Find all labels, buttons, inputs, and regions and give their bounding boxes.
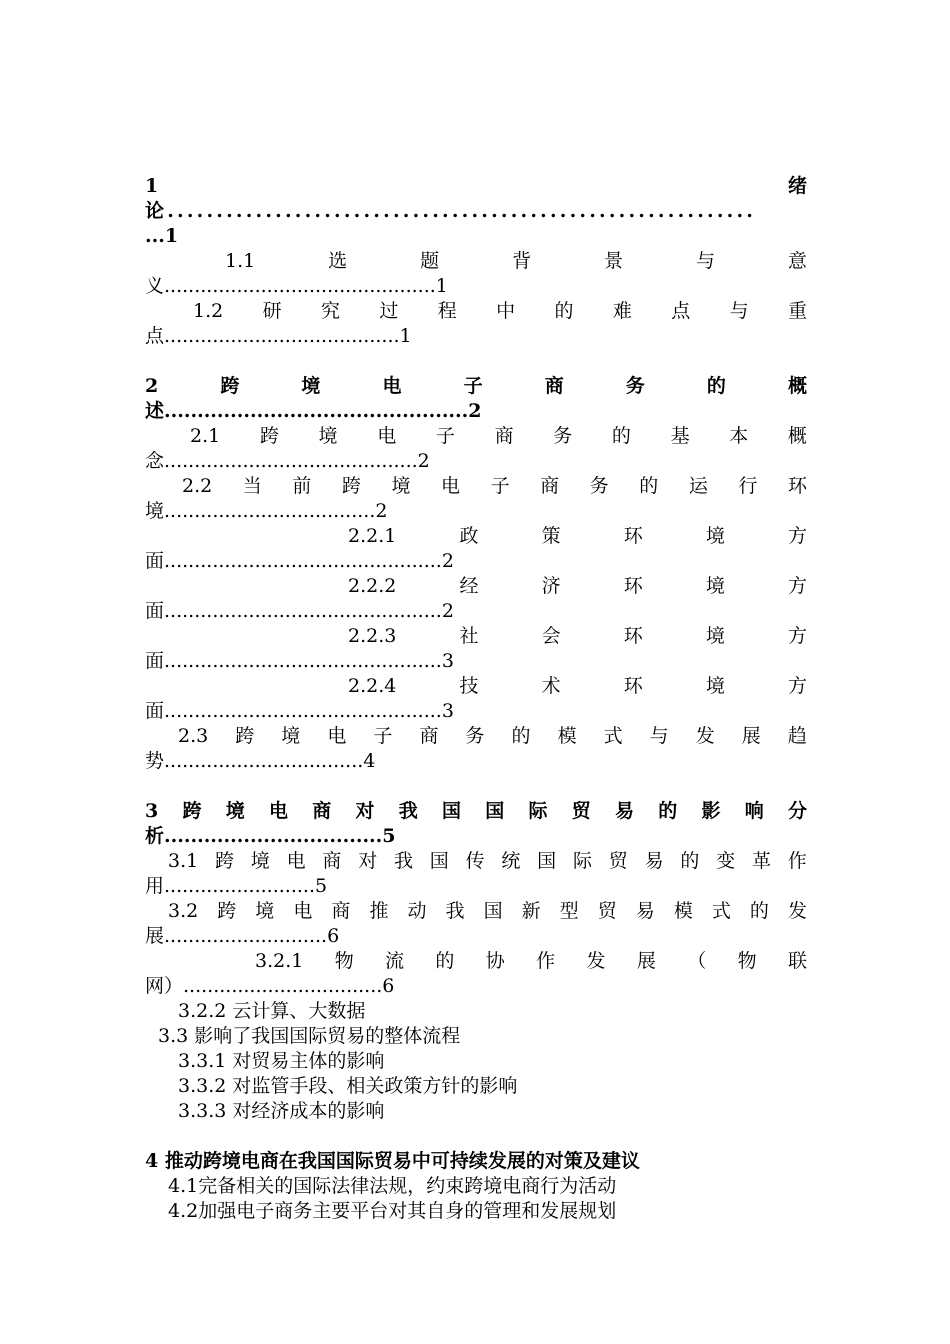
toc-section-3-1-line-1 [168, 849, 807, 874]
toc-token: 境 [225, 800, 245, 822]
toc-token: 商 [544, 375, 564, 397]
toc-token: 基 [670, 425, 690, 447]
toc-token: 商 [322, 850, 342, 872]
toc-token: 当 [242, 475, 262, 497]
toc-token: 际 [528, 800, 548, 822]
toc-token: 电 [327, 725, 347, 747]
toc-token: 商 [419, 725, 439, 747]
toc-chapter-1-line-1 [145, 174, 807, 199]
toc-chapter-4: 4 推动跨境电商在我国国际贸易中可持续发展的对策及建议 [145, 1150, 640, 1172]
toc-token: 跨 [235, 725, 255, 747]
toc-token: 贸 [571, 800, 591, 822]
toc-chapter-2-line-1 [145, 374, 807, 399]
toc-token: 对 [358, 850, 378, 872]
toc-token: 商 [312, 800, 332, 822]
toc-token: 推 [369, 900, 389, 922]
toc-token: 协 [485, 950, 505, 972]
toc-token: 究 [320, 300, 340, 322]
toc-section-3-2-line-2: 展...........................6 [145, 925, 340, 947]
toc-token: 境 [705, 525, 725, 547]
toc-section-2-1-line-2: 念..........................................2 [145, 450, 430, 472]
toc-section-4-1: 4.1完备相关的国际法律法规，约束跨境电商行为活动 [168, 1175, 617, 1197]
toc-token: 国 [485, 800, 505, 822]
toc-token: 趋 [787, 725, 807, 747]
toc-section-2-2-1-line-1 [348, 524, 807, 549]
toc-token: 的 [611, 425, 631, 447]
toc-token: 跨 [259, 425, 279, 447]
toc-section-1-2-line-2: 点.......................................1 [145, 325, 412, 347]
toc-token: 电 [382, 375, 402, 397]
toc-token: 易 [644, 850, 664, 872]
toc-token: 发 [695, 725, 715, 747]
toc-token: 与 [649, 725, 669, 747]
toc-token: 2.2 [182, 475, 213, 497]
toc-token: 环 [787, 475, 807, 497]
toc-token: 子 [373, 725, 393, 747]
toc-token: 方 [787, 675, 807, 697]
toc-section-2-2-2-line-2: 面..............................................2 [145, 600, 454, 622]
toc-section-3-2-1-line-1 [255, 949, 807, 974]
toc-section-2-2-4-line-1 [348, 674, 807, 699]
toc-token: 境 [705, 575, 725, 597]
toc-token: 流 [385, 950, 405, 972]
toc-token: 贸 [608, 850, 628, 872]
toc-token: 发 [586, 950, 606, 972]
toc-token: 跨 [341, 475, 361, 497]
toc-section-4-2: 4.2加强电子商务主要平台对其自身的管理和发展规划 [168, 1200, 617, 1222]
toc-token: 概 [787, 425, 807, 447]
toc-token: 方 [787, 625, 807, 647]
toc-token: 的 [749, 900, 769, 922]
toc-section-2-2-3-line-1 [348, 624, 807, 649]
toc-token: 过 [379, 300, 399, 322]
toc-token: 3.1 [168, 850, 199, 872]
toc-section-2-3-line-1 [178, 724, 807, 749]
toc-section-2-2-2-line-1 [348, 574, 807, 599]
toc-token: 2.2.4 [348, 675, 397, 697]
toc-section-2-2-line-1 [182, 474, 807, 499]
toc-section-2-1-line-1 [190, 424, 807, 449]
toc-token: 革 [751, 850, 771, 872]
toc-token: 我 [398, 800, 418, 822]
toc-token: 境 [255, 900, 275, 922]
toc-token: 电 [293, 900, 313, 922]
toc-token: 政 [459, 525, 479, 547]
toc-token: 选 [328, 250, 348, 272]
toc-section-1-1-line-1 [225, 249, 807, 274]
toc-token: 2.2.2 [348, 575, 397, 597]
toc-token: 术 [541, 675, 561, 697]
toc-token: 济 [541, 575, 561, 597]
toc-token: 贸 [597, 900, 617, 922]
toc-token: 际 [572, 850, 592, 872]
toc-token: 会 [541, 625, 561, 647]
toc-token: 2.3 [178, 725, 209, 747]
toc-token: 重 [787, 300, 807, 322]
toc-token: 境 [318, 425, 338, 447]
toc-token: 概 [787, 375, 807, 397]
toc-token: 分 [787, 800, 807, 822]
toc-token: 动 [407, 900, 427, 922]
toc-token: 中 [496, 300, 516, 322]
toc-token: 电 [286, 850, 306, 872]
toc-token: 1.2 [193, 300, 224, 322]
toc-token: 1 [145, 175, 159, 197]
toc-token: 运 [688, 475, 708, 497]
toc-token: 我 [393, 850, 413, 872]
toc-token: 题 [420, 250, 440, 272]
toc-token: 式 [603, 725, 623, 747]
toc-token: 技 [459, 675, 479, 697]
toc-token: 对 [355, 800, 375, 822]
toc-token: 商 [540, 475, 560, 497]
toc-token: 的 [435, 950, 455, 972]
toc-token: 务 [625, 375, 645, 397]
toc-section-3-3-2: 3.3.2 对监管手段、相关政策方针的影响 [178, 1075, 518, 1097]
toc-chapter-2-line-2: 述..............................................2 [145, 400, 482, 422]
toc-token: 国 [537, 850, 557, 872]
toc-token: 行 [738, 475, 758, 497]
toc-token: 难 [612, 300, 632, 322]
toc-token: 境 [705, 625, 725, 647]
toc-token: 变 [716, 850, 736, 872]
toc-section-2-3-line-2: 势.................................4 [145, 750, 376, 772]
toc-token: 电 [268, 800, 288, 822]
toc-section-3-1-line-2: 用.........................5 [145, 875, 328, 897]
toc-token: 国 [483, 900, 503, 922]
toc-section-3-2-line-1 [168, 899, 807, 924]
toc-token: 的 [554, 300, 574, 322]
toc-token: 发 [787, 900, 807, 922]
toc-token: 3 [145, 800, 159, 822]
toc-token: 意 [787, 250, 807, 272]
toc-token: 子 [463, 375, 483, 397]
toc-token: 跨 [215, 850, 235, 872]
toc-token: 景 [604, 250, 624, 272]
toc-section-3-2-2: 3.2.2 云计算、大数据 [178, 1000, 366, 1022]
toc-section-1-1-line-2: 义.............................................1 [145, 275, 448, 297]
toc-token: 的 [706, 375, 726, 397]
toc-token: 本 [729, 425, 749, 447]
toc-token: 传 [465, 850, 485, 872]
toc-token: 方 [787, 575, 807, 597]
toc-section-2-2-3-line-2: 面..............................................3 [145, 650, 454, 672]
toc-token: 统 [501, 850, 521, 872]
toc-token: 绪 [787, 175, 807, 197]
toc-section-2-2-4-line-2: 面..............................................3 [145, 700, 454, 722]
toc-token: 商 [331, 900, 351, 922]
toc-token: 式 [711, 900, 731, 922]
toc-token: 子 [435, 425, 455, 447]
toc-token: 易 [635, 900, 655, 922]
toc-token: 3.2.1 [255, 950, 304, 972]
toc-section-3-3-1: 3.3.1 对贸易主体的影响 [178, 1050, 385, 1072]
toc-token: 新 [521, 900, 541, 922]
toc-token: 背 [512, 250, 532, 272]
toc-token: 电 [377, 425, 397, 447]
toc-token: 2.2.1 [348, 525, 397, 547]
toc-token: 与 [729, 300, 749, 322]
toc-token: 研 [262, 300, 282, 322]
toc-token: 响 [744, 800, 764, 822]
toc-token: 的 [639, 475, 659, 497]
toc-token: 商 [494, 425, 514, 447]
toc-token: 物 [334, 950, 354, 972]
toc-chapter-3-line-2: 析.................................5 [145, 825, 396, 847]
toc-token: 跨 [217, 900, 237, 922]
toc-token: 的 [658, 800, 678, 822]
toc-token: 策 [541, 525, 561, 547]
toc-token: 方 [787, 525, 807, 547]
toc-token: 的 [511, 725, 531, 747]
toc-token: 模 [557, 725, 577, 747]
toc-token: 作 [536, 950, 556, 972]
toc-token: （ [687, 950, 707, 972]
toc-token: 电 [441, 475, 461, 497]
toc-token: 务 [465, 725, 485, 747]
toc-token: 影 [701, 800, 721, 822]
toc-token: 跨 [182, 800, 202, 822]
toc-token: 前 [292, 475, 312, 497]
toc-token: 子 [490, 475, 510, 497]
toc-token: 型 [559, 900, 579, 922]
toc-section-3-2-1-line-2: 网）.................................6 [145, 975, 395, 997]
toc-token: 展 [741, 725, 761, 747]
toc-token: 务 [589, 475, 609, 497]
toc-token: 模 [673, 900, 693, 922]
toc-token: 2 [145, 375, 159, 397]
toc-token: 社 [459, 625, 479, 647]
toc-token: 联 [787, 950, 807, 972]
toc-section-2-2-1-line-2: 面..............................................2 [145, 550, 454, 572]
toc-chapter-1-line-3: ...1 [145, 225, 179, 247]
toc-token: 境 [301, 375, 321, 397]
toc-chapter-3-line-1 [145, 799, 807, 824]
toc-token: 3.2 [168, 900, 199, 922]
toc-token: 2.1 [190, 425, 221, 447]
toc-token: 我 [445, 900, 465, 922]
toc-token: 国 [441, 800, 461, 822]
toc-token: 作 [787, 850, 807, 872]
toc-token: 展 [636, 950, 656, 972]
toc-token: 务 [553, 425, 573, 447]
toc-token: 1.1 [225, 250, 256, 272]
toc-token: 点 [671, 300, 691, 322]
toc-token: 国 [429, 850, 449, 872]
toc-token: 境 [250, 850, 270, 872]
toc-token: 易 [614, 800, 634, 822]
toc-token: 与 [695, 250, 715, 272]
toc-token: 环 [623, 525, 643, 547]
toc-token: 经 [459, 575, 479, 597]
toc-token: 跨 [220, 375, 240, 397]
toc-section-3-3-3: 3.3.3 对经济成本的影响 [178, 1100, 385, 1122]
toc-token: 环 [623, 625, 643, 647]
toc-token: 物 [737, 950, 757, 972]
toc-token: 境 [281, 725, 301, 747]
toc-section-1-2-line-1 [193, 299, 807, 324]
toc-chapter-1-line-2: 论............................................................ [145, 200, 757, 222]
toc-token: 2.2.3 [348, 625, 397, 647]
toc-token: 环 [623, 575, 643, 597]
toc-token: 程 [437, 300, 457, 322]
toc-token: 的 [680, 850, 700, 872]
toc-token: 环 [623, 675, 643, 697]
toc-token: 境 [391, 475, 411, 497]
toc-section-2-2-line-2: 境...................................2 [145, 500, 388, 522]
toc-section-3-3: 3.3 影响了我国国际贸易的整体流程 [158, 1025, 461, 1047]
toc-token: 境 [705, 675, 725, 697]
